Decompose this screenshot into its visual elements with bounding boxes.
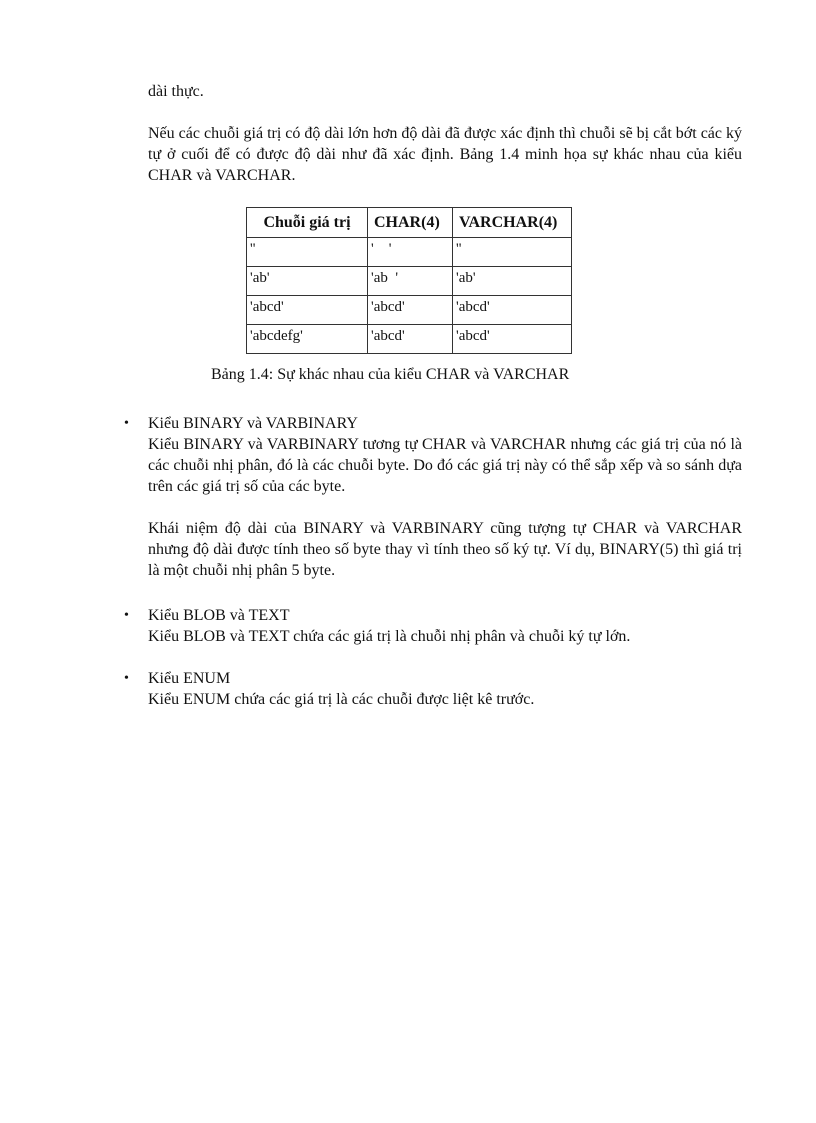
table-row [247, 267, 572, 296]
table-cell: 'ab' [247, 267, 368, 296]
table-cell: 'ab' [453, 267, 572, 296]
table-cell: '' [453, 238, 572, 267]
bullet-title: Kiểu BINARY và VARBINARY [148, 415, 358, 432]
table-cell: 'abcdefg' [247, 325, 368, 354]
table-cell: 'abcd' [453, 325, 572, 354]
bullet-title: Kiểu ENUM [148, 670, 231, 687]
column-header-varchar: VARCHAR(4) [453, 208, 572, 238]
bullet-icon: • [124, 608, 129, 623]
bullet-icon: • [124, 416, 129, 431]
table-caption: Bảng 1.4: Sự khác nhau của kiểu CHAR và VARCHAR [211, 366, 570, 383]
table-cell: 'abcd' [368, 296, 453, 325]
table-cell: 'abcd' [247, 296, 368, 325]
table-cell: 'abcd' [453, 296, 572, 325]
column-header-char: CHAR(4) [368, 208, 453, 238]
char-varchar-table [246, 207, 572, 354]
bullet-blob-text [124, 605, 742, 647]
table-cell: ' ' [368, 238, 453, 267]
bullet-paragraph: Khái niệm độ dài của BINARY và VARBINARY cũng tượng tự CHAR và VARCHAR nhưng độ dài được tính theo số byte thay vì tính theo số ký tự. Ví dụ, BINARY(5) thì giá trị là một chuỗi nhị phân 5 byte. [148, 520, 742, 579]
bullet-paragraph: Kiểu BINARY và VARBINARY tương tự CHAR và VARCHAR nhưng các giá trị của nó là các chuỗi nhị phân, đó là các chuỗi byte. Do đó các giá trị này có thể sắp xếp và so sánh dựa trên các giá trị số của các byte. [148, 436, 742, 495]
table-row [247, 325, 572, 354]
bullet-paragraph: Kiểu ENUM chứa các giá trị là các chuỗi được liệt kê trước. [148, 691, 535, 708]
bullet-binary-varbinary [124, 413, 742, 581]
bullet-enum [124, 668, 742, 710]
table-row [247, 296, 572, 325]
table-cell: 'ab ' [368, 267, 453, 296]
continuation-text: dài thực. [148, 83, 204, 100]
intro-paragraph: Nếu các chuỗi giá trị có độ dài lớn hơn độ dài đã được xác định thì chuỗi sẽ bị cắt bớt các ký tự ở cuối để có được độ dài như đã xác định. Bảng 1.4 minh họa sự khác nhau của kiểu CHAR và VARCHAR. [148, 125, 742, 184]
bullet-title: Kiểu BLOB và TEXT [148, 607, 290, 624]
table-header-row [247, 208, 572, 238]
bullet-icon: • [124, 671, 129, 686]
bullet-paragraph: Kiểu BLOB và TEXT chứa các giá trị là chuỗi nhị phân và chuỗi ký tự lớn. [148, 628, 631, 645]
table-cell: 'abcd' [368, 325, 453, 354]
table-cell: '' [247, 238, 368, 267]
column-header-value: Chuỗi giá trị [247, 208, 368, 238]
table-row [247, 238, 572, 267]
